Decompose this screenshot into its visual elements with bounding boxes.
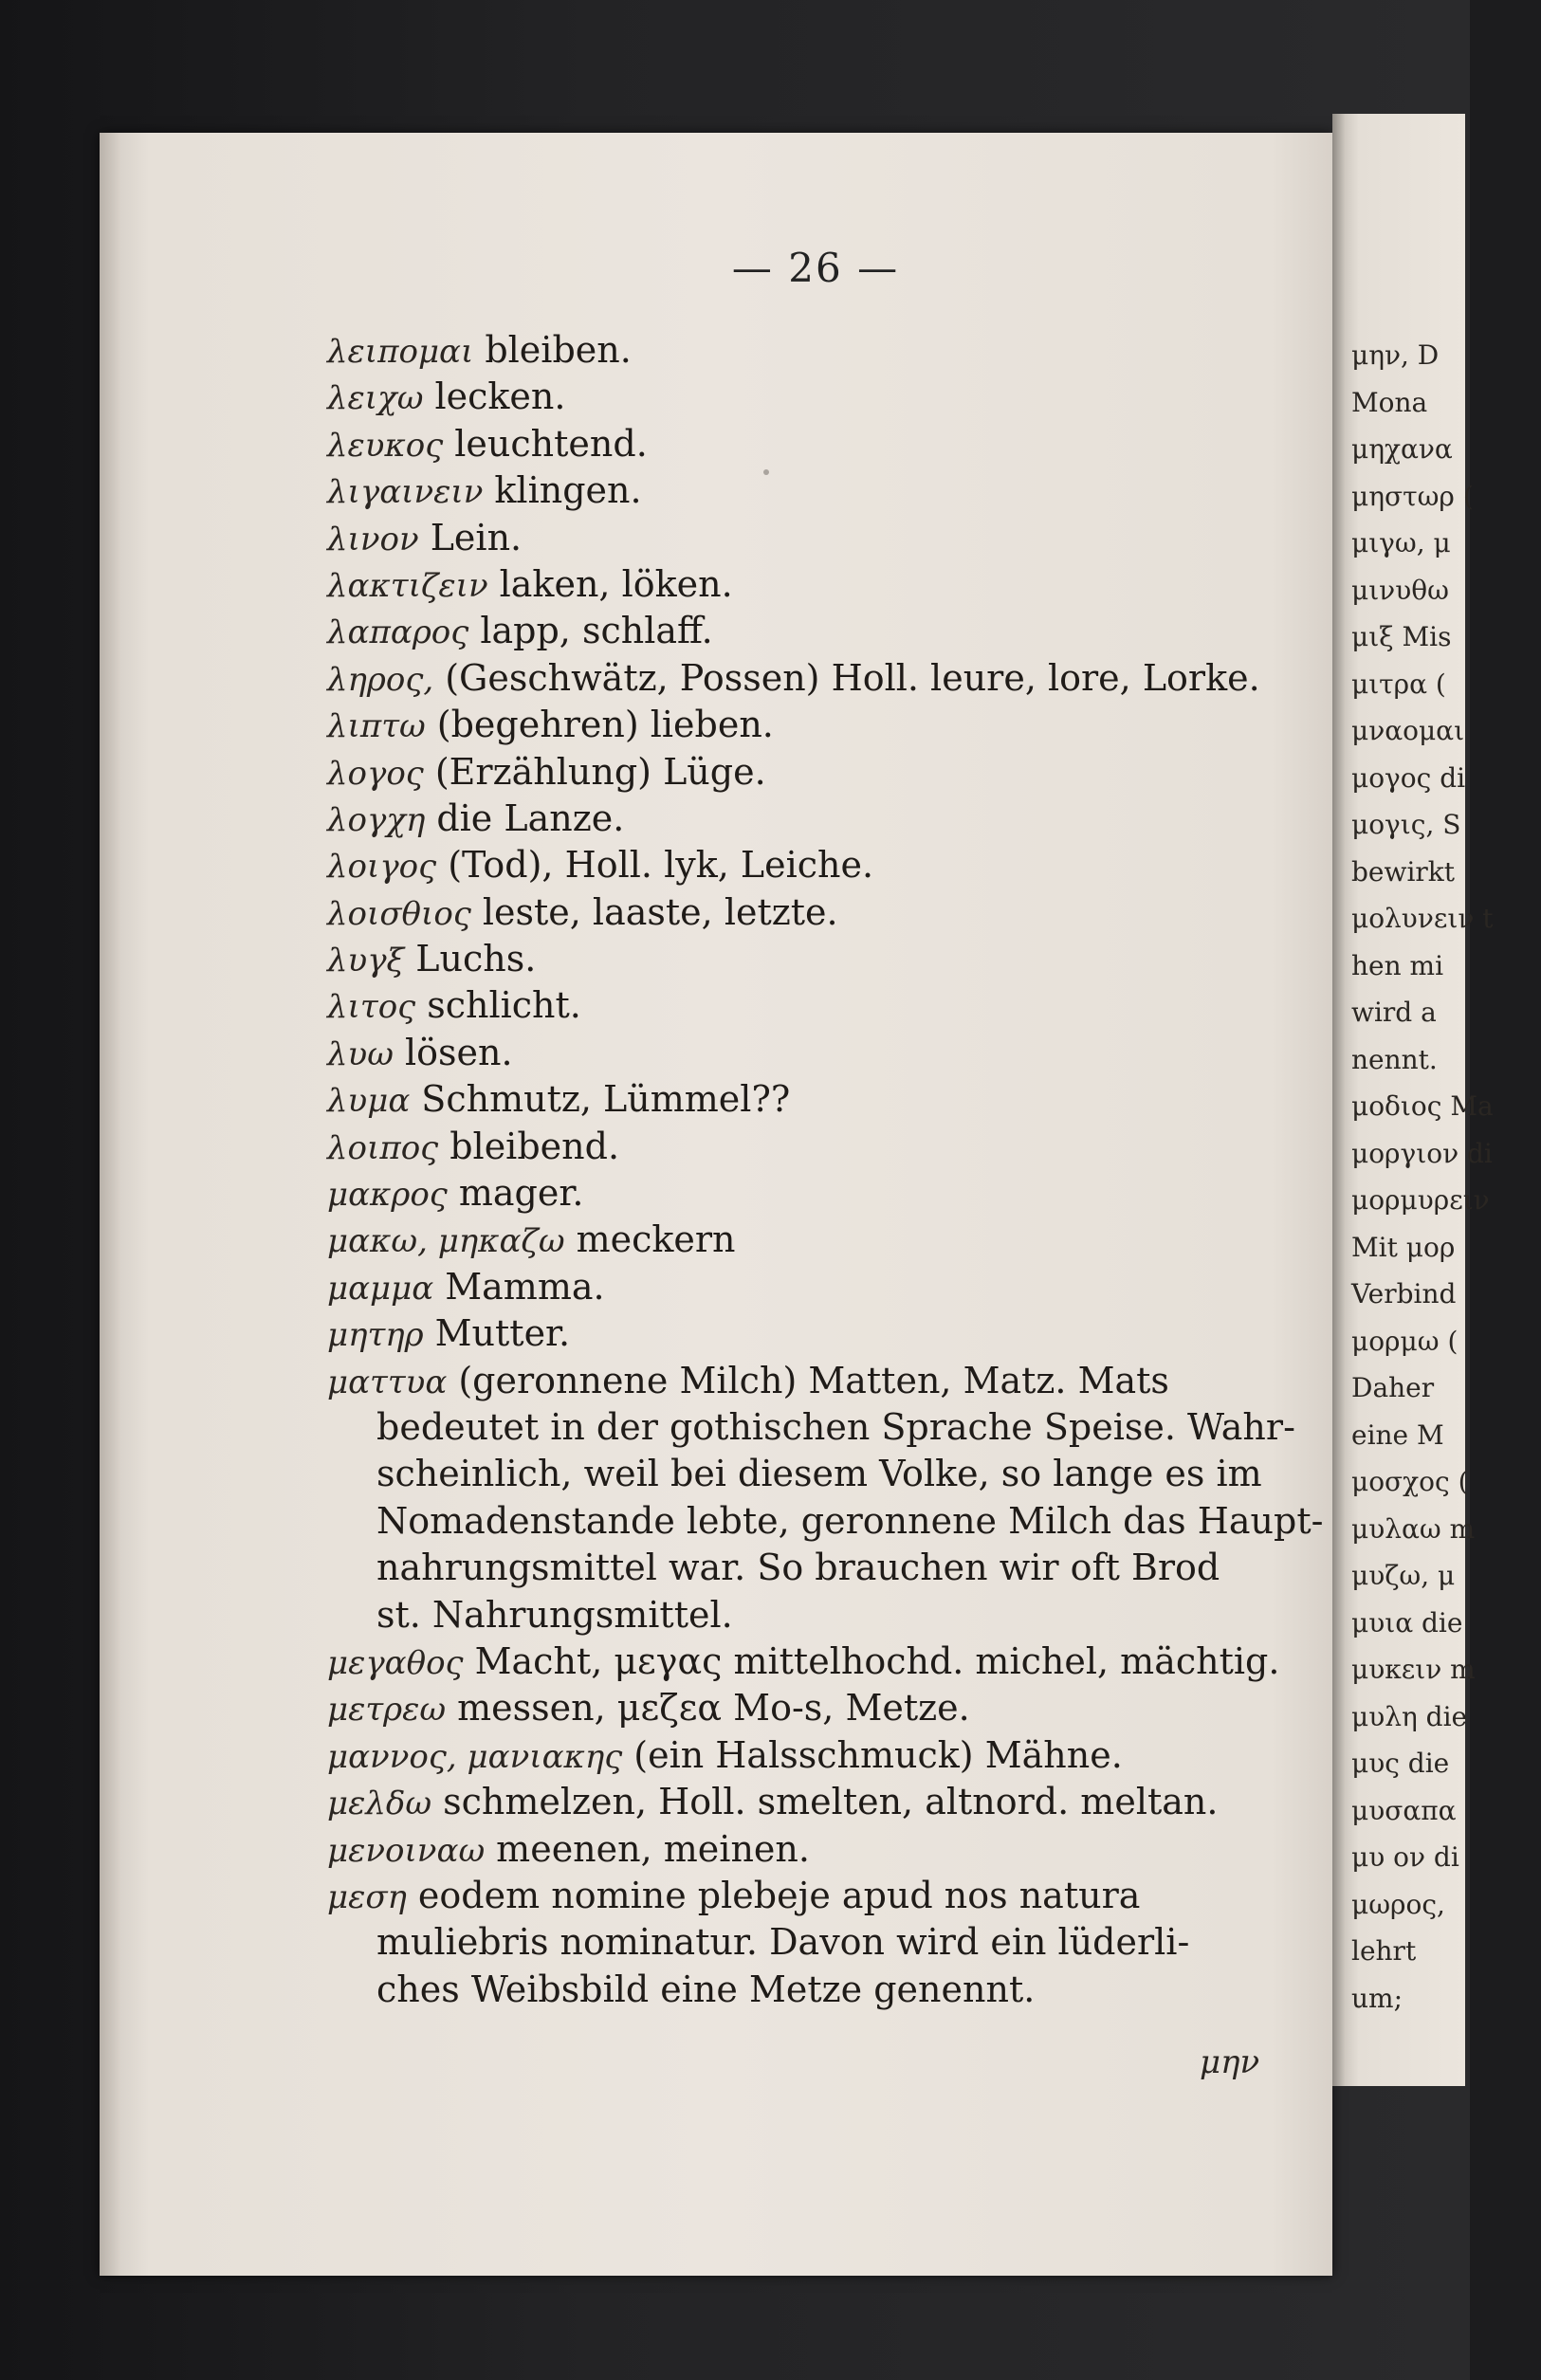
definition-text: Nomadenstande lebte, geronnene Milch das Haupt- [376, 1499, 1324, 1542]
facing-page-line: μυλη die [1351, 1700, 1468, 1732]
definition-text: laken, löken. [499, 562, 733, 605]
greek-headword: λογχη [327, 800, 426, 839]
facing-page-line: μηστωρ ( [1351, 480, 1474, 512]
text-line [327, 1170, 1304, 1217]
definition-text: schlicht. [427, 984, 581, 1027]
text-line [327, 796, 1304, 842]
greek-headword: λυγξ [327, 942, 405, 980]
definition-text: lecken. [434, 375, 566, 418]
definition-text: Luchs. [415, 938, 537, 980]
text-line [327, 1498, 1324, 1545]
definition-text: meenen, meinen. [496, 1827, 810, 1870]
catchword: μην [1200, 2043, 1260, 2081]
text-line [327, 936, 1304, 982]
definition-text: lösen. [404, 1031, 513, 1073]
facing-page-line: eine M [1351, 1419, 1444, 1451]
greek-headword: μελδω [327, 1785, 432, 1823]
greek-headword: μακρος [327, 1176, 448, 1215]
definition-text: leuchtend. [454, 422, 648, 465]
greek-headword: μενοιναω [327, 1831, 486, 1870]
greek-headword: λιγαινειν [327, 473, 484, 512]
facing-page-line: bewirkt [1351, 855, 1456, 888]
facing-page-line: Verbind [1351, 1278, 1457, 1309]
greek-headword: μαννος, μανιακης [327, 1737, 623, 1776]
facing-page [1332, 114, 1494, 2086]
definition-text: (Geschwätz, Possen) Holl. leure, lore, Lorke. [445, 656, 1260, 699]
facing-page-line: μιγω, μ [1351, 527, 1451, 558]
definition-text: die Lanze. [436, 796, 625, 839]
text-line [327, 1732, 1304, 1779]
text-line [327, 1545, 1304, 1591]
text-line [327, 374, 1304, 420]
definition-text: Mamma. [445, 1265, 605, 1308]
greek-headword: λυω [327, 1034, 394, 1073]
facing-page-line: hen mi [1351, 949, 1444, 981]
text-line [327, 327, 1304, 374]
definition-text: bedeutet in der gothischen Sprache Speise. Wahr- [376, 1405, 1295, 1448]
greek-headword: μετρεω [327, 1691, 447, 1730]
greek-headword: μακω, μηκαζω [327, 1222, 565, 1261]
definition-text: mager. [458, 1172, 584, 1215]
text-line [327, 1967, 1304, 2013]
definition-text: bleibend. [449, 1125, 620, 1167]
text-line [327, 1124, 1304, 1170]
definition-text: bleiben. [485, 329, 632, 371]
facing-page-line: μορμυρειν [1351, 1184, 1490, 1216]
definition-text: nahrungsmittel war. So brauchen wir oft Brod [376, 1547, 1220, 1589]
definition-text: (Erzählung) Lüge. [434, 750, 766, 793]
facing-page-line: μοσχος ( [1351, 1466, 1469, 1497]
greek-headword: λειπομαι [327, 333, 474, 371]
definition-text: (geronnene Milch) Matten, Matz. Mats [458, 1359, 1169, 1401]
greek-headword: λοιπος [327, 1128, 439, 1167]
facing-page-line: μινυθω [1351, 574, 1449, 606]
text-line [327, 1030, 1304, 1076]
facing-page-line: μορμω ( [1351, 1325, 1458, 1357]
text-line [327, 702, 1304, 748]
text-line [327, 515, 1304, 561]
facing-page-line: μογος di [1351, 761, 1466, 794]
text-line [327, 1217, 1304, 1263]
greek-headword: μητηρ [327, 1316, 424, 1355]
definition-text: Lein. [430, 516, 523, 558]
facing-page-line: μοργιον di [1351, 1137, 1493, 1169]
definition-text: klingen. [494, 469, 642, 512]
facing-page-line: μυζω, μ [1351, 1560, 1456, 1591]
definition-text: ches Weibsbild eine Metze genennt. [376, 1968, 1036, 2010]
facing-page-line: μιτρα ( [1351, 668, 1446, 700]
facing-page-line: nennt. [1351, 1043, 1438, 1075]
text-line [327, 1639, 1304, 1685]
text-line [327, 1358, 1304, 1404]
greek-headword: λοιγος [327, 848, 437, 887]
definition-text: st. Nahrungsmittel. [376, 1593, 733, 1636]
text-line [327, 1076, 1304, 1123]
facing-page-line: μναομαι [1351, 715, 1465, 746]
facing-page-line: μυ ον di [1351, 1841, 1459, 1873]
text-line [327, 1310, 1304, 1357]
text-line [327, 1404, 1304, 1451]
definition-text: meckern [576, 1218, 736, 1261]
facing-page-line: μυς die [1351, 1748, 1450, 1779]
text-line [327, 982, 1304, 1029]
greek-headword: λαπαρος [327, 613, 469, 652]
text-line [327, 749, 1304, 796]
definition-text: muliebris nominatur. Davon wird ein lüderli- [376, 1921, 1190, 1964]
text-line [327, 421, 1304, 467]
facing-page-line: μυσαπα [1351, 1794, 1457, 1826]
facing-page-line: μην, D [1351, 339, 1440, 371]
page-header: — 26 — [731, 245, 900, 291]
greek-headword: λιτος [327, 988, 416, 1027]
greek-headword: μεση [327, 1877, 407, 1916]
text-line [327, 608, 1304, 654]
facing-page-line: μυια die [1351, 1606, 1463, 1639]
text-line [327, 1826, 1304, 1873]
definition-text: leste, laaste, letzte. [482, 890, 838, 933]
greek-headword: μεγαθος [327, 1643, 464, 1682]
facing-page-line: Daher [1351, 1372, 1435, 1403]
greek-headword: μαμμα [327, 1269, 434, 1308]
text-line [327, 1779, 1304, 1825]
facing-page-line: μηχανα [1351, 433, 1453, 465]
text-line [327, 842, 1304, 888]
definition-text: (Tod), Holl. lyk, Leiche. [448, 844, 874, 887]
text-line [327, 467, 1304, 514]
definition-text: (ein Halsschmuck) Mähne. [633, 1733, 1123, 1776]
text-line [327, 1592, 1304, 1639]
greek-headword: λογος [327, 754, 424, 793]
facing-page-line: Mona [1351, 386, 1428, 418]
text-line [327, 1451, 1304, 1497]
greek-headword: λυμα [327, 1082, 411, 1121]
greek-headword: λινον [327, 520, 419, 558]
facing-page-line: wird a [1351, 997, 1437, 1028]
definition-text: messen, μεζεα Mo-s, Metze. [457, 1687, 970, 1730]
text-line [327, 889, 1304, 936]
facing-page-line: lehrt [1351, 1935, 1417, 1967]
facing-page-line: μολυνειν t [1351, 903, 1494, 934]
page-fold [1332, 114, 1346, 2086]
facing-page-text [1351, 332, 1541, 2022]
greek-headword: λιπτω [327, 707, 426, 746]
page-body [327, 327, 1324, 2013]
facing-page-line: Mit μορ [1351, 1231, 1456, 1263]
facing-page-line: um; [1351, 1982, 1403, 2014]
text-line [327, 1685, 1304, 1731]
facing-page-line: μωρος, [1351, 1888, 1445, 1920]
greek-headword: λοισθιος [327, 894, 471, 933]
definition-text: Schmutz, Lümmel?? [421, 1078, 791, 1121]
text-line [327, 1919, 1304, 1966]
definition-text: Mutter. [434, 1312, 571, 1355]
text-line [327, 561, 1304, 608]
definition-text: Macht, μεγας mittelhochd. michel, mächtig. [474, 1639, 1280, 1682]
facing-page-line: μιξ Mis [1351, 621, 1452, 652]
facing-page-line: μοδιος Ma [1351, 1090, 1494, 1122]
text-line [327, 1264, 1304, 1310]
greek-headword: ληρος, [327, 660, 434, 699]
definition-text: eodem nomine plebeje apud nos natura [417, 1874, 1141, 1916]
definition-text: schmelzen, Holl. smelten, altnord. meltan. [443, 1781, 1219, 1823]
definition-text: scheinlich, weil bei diesem Volke, so lange es im [376, 1453, 1262, 1495]
facing-page-line: μογις, S [1351, 809, 1461, 840]
facing-page-line: μυκειν m [1351, 1654, 1476, 1685]
definition-text: (begehren) lieben. [436, 704, 774, 746]
greek-headword: λακτιζειν [327, 566, 488, 605]
page-edge [100, 133, 120, 2276]
facing-page-line: μυλαω m [1351, 1512, 1476, 1545]
greek-headword: λειχω [327, 379, 424, 418]
greek-headword: λευκος [327, 426, 444, 465]
text-line [327, 655, 1304, 702]
greek-headword: ματτυα [327, 1363, 448, 1401]
definition-text: lapp, schlaff. [480, 610, 713, 652]
text-line [327, 1873, 1304, 1919]
